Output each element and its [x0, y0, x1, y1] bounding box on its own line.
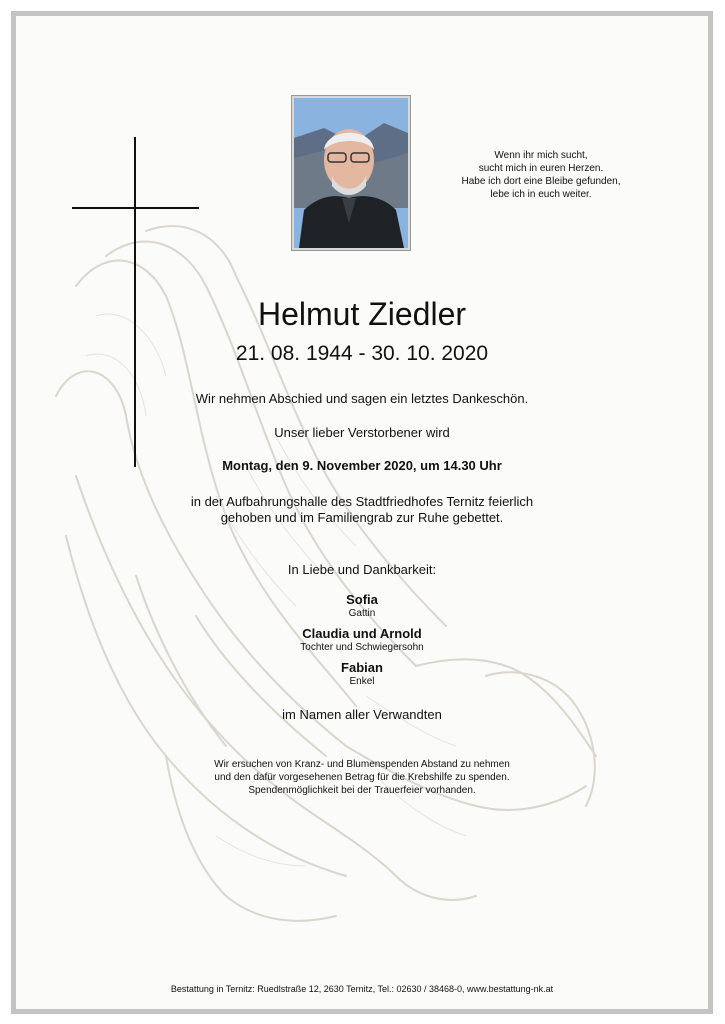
- cross-icon-bar: [72, 207, 199, 209]
- quote-line: lebe ich in euch weiter.: [490, 189, 592, 200]
- deceased-name: Helmut Ziedler: [257, 296, 467, 332]
- donation-line: Wir ersuchen von Kranz- und Blumenspenden Abstand zu nehmen: [214, 759, 510, 770]
- mourners-closing: im Namen aller Verwandten: [282, 707, 442, 722]
- footer-contact: Bestattung in Ternitz: Ruedlstraße 12, 2630 Ternitz, Tel.: 02630 / 38468-0, www.bestattung-nk.at: [170, 984, 554, 994]
- funeral-datetime: Montag, den 9. November 2020, um 14.30 Uhr: [222, 458, 502, 473]
- mourners-heading: In Liebe und Dankbarkeit:: [287, 562, 437, 577]
- obituary-card: [11, 11, 713, 1014]
- mourner-relation: Enkel: [349, 676, 375, 687]
- mourner-name: Fabian: [341, 660, 383, 675]
- memorial-quote: [451, 149, 631, 201]
- mourner-name: Claudia und Arnold: [302, 626, 422, 641]
- quote-line: Habe ich dort eine Bleibe gefunden,: [461, 176, 621, 187]
- mourner-name: Sofia: [346, 592, 378, 607]
- donation-line: und den dafür vorgesehenen Betrag für die Krebshilfe zu spenden.: [214, 772, 510, 783]
- funeral-place-line: in der Aufbahrungshalle des Stadtfriedhofes Ternitz feierlich: [190, 494, 534, 509]
- intro-text: Unser lieber Verstorbener wird: [274, 425, 450, 440]
- mourner-relation: Tochter und Schwiegersohn: [300, 642, 424, 653]
- quote-line: Wenn ihr mich sucht,: [494, 150, 588, 161]
- life-dates: 21. 08. 1944 - 30. 10. 2020: [235, 342, 489, 365]
- funeral-place-line: gehoben und im Familiengrab zur Ruhe gebettet.: [220, 510, 504, 525]
- portrait-photo: [292, 96, 410, 250]
- farewell-text: Wir nehmen Abschied und sagen ein letztes Dankeschön.: [195, 391, 529, 406]
- mourner-relation: Gattin: [348, 608, 376, 619]
- quote-line: sucht mich in euren Herzen.: [478, 163, 604, 174]
- donation-line: Spendenmöglichkeit bei der Trauerfeier vorhanden.: [248, 785, 476, 796]
